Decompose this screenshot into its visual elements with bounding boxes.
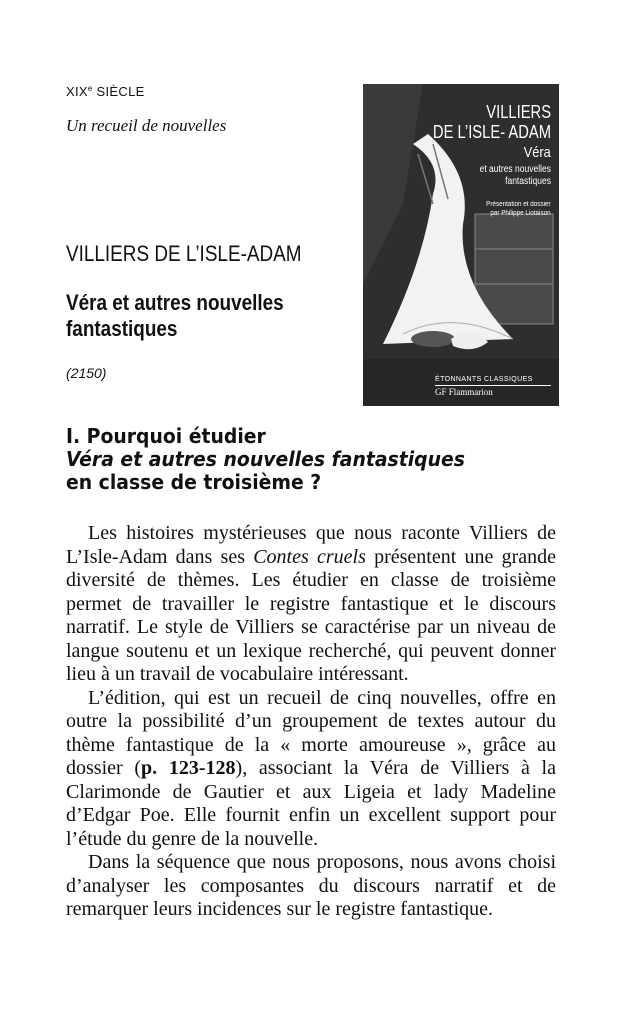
paragraph-1: Les histoires mystérieuses que nous raconte Villiers de L’Isle-Adam dans ses Contes cruels présentent une grande diversité de thèmes. Les étudier en classe de troisième permet de travailler le registre fantastique et le discours narratif. Le style de Villiers se caractérise par un niveau de langue soutenu et un lexique recherché, qui peuvent donner lieu à un travail de vocabulaire intéressant. bbox=[66, 522, 557, 685]
cover-presentation: Présentation et dossier par Philippe Liotaison bbox=[486, 201, 551, 217]
book-title: Véra et autres nouvelles fantastiques bbox=[66, 290, 284, 341]
cover-author: VILLIERS DE L’ISLE- ADAM bbox=[432, 102, 551, 142]
cover-title: Véra bbox=[524, 144, 551, 161]
cover-subtitle: et autres nouvelles fantastiques bbox=[479, 164, 551, 187]
book-code: (2150) bbox=[66, 365, 107, 381]
body-text bbox=[66, 522, 556, 922]
paragraph-2: L’édition, qui est un recueil de cinq nouvelles, offre en outre la possibilité d’un groupement de textes autour du thème fantastique de la « morte amoureuse », grâce au dossier (p. 123-128), associant la Véra de Villiers à la Clarimonde de Gautier et aux Ligeia et lady Madeline d’Edgar Poe. Elle fournit enfin un excellent support pour l’étude du genre de la nouvelle. bbox=[66, 686, 556, 850]
book-author: VILLIERS DE L’ISLE-ADAM bbox=[66, 241, 302, 266]
century-label: XIXe SIÈCLE bbox=[66, 84, 145, 99]
paragraph-3: Dans la séquence que nous proposons, nous avons choisi d’analyser les composantes du discours narratif et de remarquer leurs incidences sur le registre fantastique. bbox=[66, 851, 556, 920]
section-subtitle: Un recueil de nouvelles bbox=[66, 116, 227, 135]
cover-divider bbox=[435, 385, 551, 386]
cover-collection: ÉTONNANTS CLASSIQUES bbox=[435, 376, 533, 383]
book-cover bbox=[363, 84, 559, 406]
cover-publisher: GF Flammarion bbox=[435, 387, 493, 397]
section-heading: I. Pourquoi étudier Véra et autres nouvelles fantastiques en classe de troisième ? bbox=[66, 424, 465, 494]
